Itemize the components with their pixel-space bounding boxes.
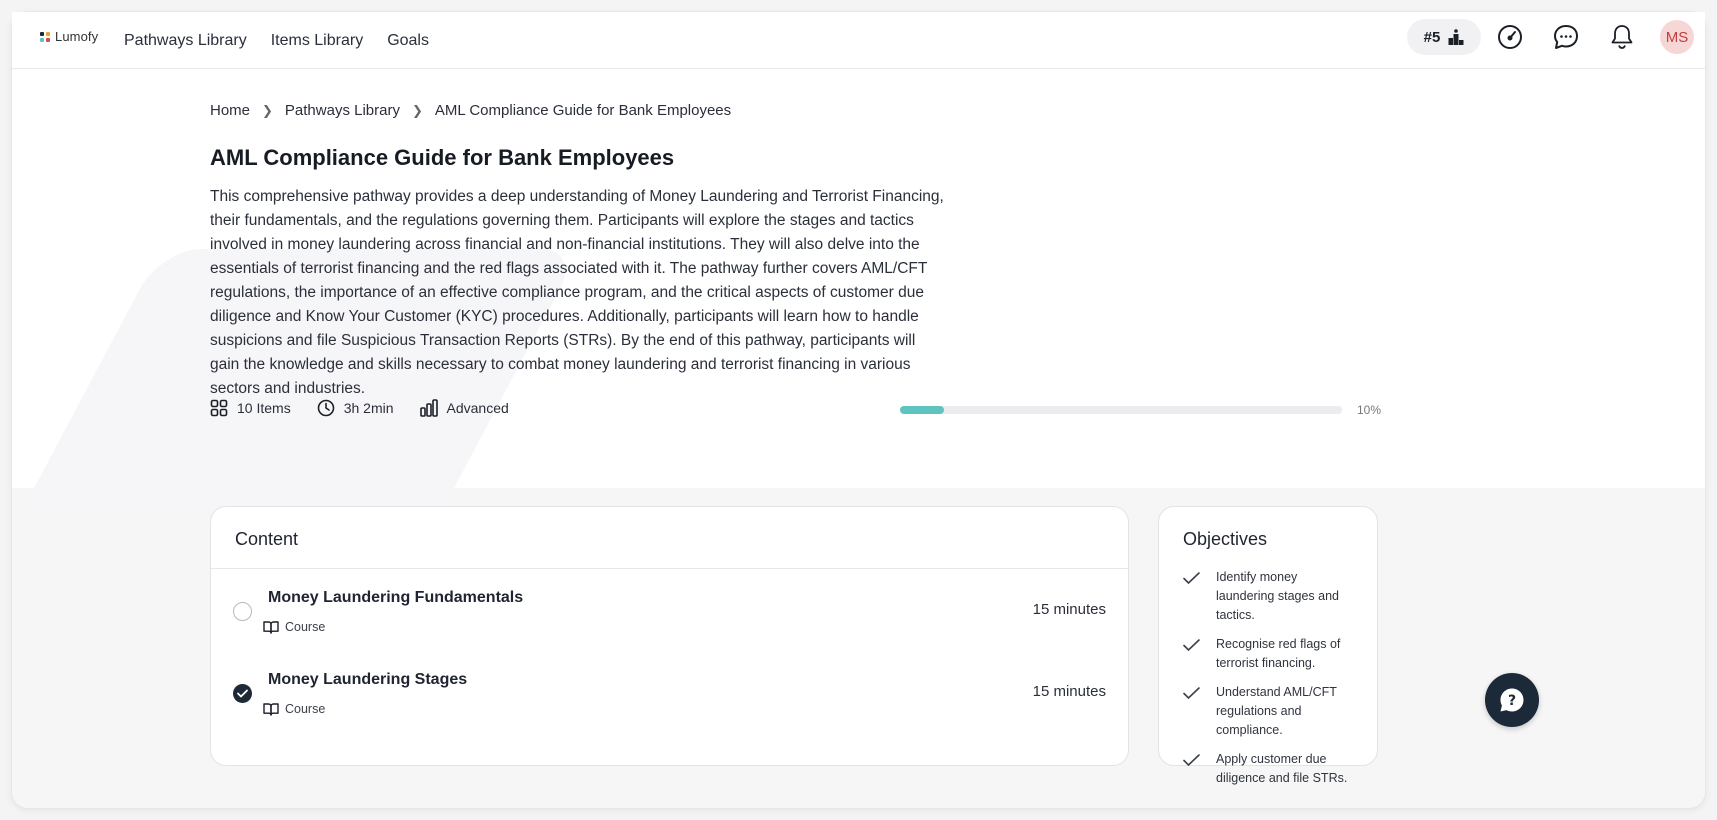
pathway-meta <box>210 399 509 417</box>
incomplete-status-icon <box>233 602 252 621</box>
content-title[interactable]: Money Laundering Stages <box>268 671 468 688</box>
check-icon <box>1183 754 1200 767</box>
pathway-description: This comprehensive pathway provides a deep understanding of Money Laundering and Terrorist Financing, their fundamentals, and the regulations governing them. Participants will explore the stages and tactics involved in money laundering across financial and non-financial institutions. They will also delve into the essentials of terrorist financing and the red flags associated with it. The pathway further covers AML/CFT regulations, the importance of an effective compliance program, and the critical aspects of customer due diligence and Know Your Customer (KYC) procedures. Additionally, participants will learn how to handle suspicions and file Suspicious Transaction Reports (STRs). By the end of this pathway, participants will gain the knowledge and skills necessary to combat money laundering and terrorist financing in various sectors and industries. <box>210 188 944 397</box>
check-icon <box>1183 639 1200 652</box>
check-icon <box>1183 687 1200 700</box>
content-type-label: Course <box>285 620 326 634</box>
objective-text: Understand AML/CFT regulations and compliance. <box>1216 685 1337 737</box>
objective-text: Identify money laundering stages and tactics. <box>1216 570 1340 622</box>
content-card <box>210 506 1129 766</box>
main-nav <box>124 12 429 69</box>
user-avatar[interactable]: MS <box>1660 20 1694 54</box>
top-bar <box>12 12 1705 69</box>
logo-mark-icon <box>40 32 50 42</box>
chevron-right-icon: ❯ <box>411 102 423 118</box>
level-label: Advanced <box>446 400 509 416</box>
objective-text: Recognise red flags of terrorist financing. <box>1216 637 1341 670</box>
objective-item <box>1183 683 1353 740</box>
bar-chart-icon <box>420 399 438 417</box>
progress-bar <box>900 406 1342 414</box>
content-duration: 15 minutes <box>1032 601 1106 618</box>
content-title[interactable]: Money Laundering Fundamentals <box>268 589 524 606</box>
content-row[interactable] <box>211 651 1128 733</box>
check-icon <box>1183 572 1200 585</box>
svg-text:?: ? <box>1507 693 1517 709</box>
duration-label: 3h 2min <box>343 400 394 416</box>
objective-text: Apply customer due diligence and file STRs. <box>1216 752 1348 785</box>
chevron-right-icon: ❯ <box>262 102 273 118</box>
completed-check-icon <box>233 684 252 703</box>
grid-icon <box>210 399 228 417</box>
content-type-label: Course <box>285 702 326 716</box>
content-row[interactable] <box>211 569 1128 651</box>
leaderboard-icon <box>1448 29 1464 45</box>
nav-items-library[interactable]: Items Library <box>270 31 364 49</box>
speedometer-icon[interactable] <box>1494 21 1526 53</box>
pathway-level <box>420 399 509 417</box>
nav-goals[interactable]: Goals <box>387 31 429 49</box>
logo-text: Lumofy <box>55 29 99 44</box>
progress-bar-fill <box>900 406 944 414</box>
help-question-icon <box>1499 687 1525 713</box>
leaderboard-rank-button[interactable] <box>1407 19 1481 55</box>
help-button[interactable] <box>1485 673 1539 727</box>
objective-item <box>1183 750 1353 788</box>
bell-icon[interactable] <box>1606 21 1638 53</box>
items-count-label: 10 Items <box>237 400 291 416</box>
pathway-duration <box>317 399 394 417</box>
progress-percent: 10% <box>1357 403 1382 417</box>
content-type <box>263 702 325 716</box>
chat-icon[interactable] <box>1550 21 1582 53</box>
clock-icon <box>317 399 335 417</box>
rank-value: #5 <box>1423 28 1441 46</box>
breadcrumb-pathways-library[interactable]: Pathways Library <box>284 102 400 119</box>
book-icon <box>263 702 279 716</box>
content-heading: Content <box>211 507 1128 569</box>
breadcrumb <box>210 102 731 119</box>
objectives-heading: Objectives <box>1183 529 1268 549</box>
objectives-card <box>1158 506 1378 785</box>
page-title: AML Compliance Guide for Bank Employees <box>210 145 675 170</box>
breadcrumb-current: AML Compliance Guide for Bank Employees <box>434 102 732 119</box>
book-icon <box>263 620 279 634</box>
objective-item <box>1183 635 1353 673</box>
breadcrumb-home[interactable]: Home <box>210 102 251 119</box>
objective-item <box>1183 568 1353 625</box>
content-duration: 15 minutes <box>1032 683 1106 700</box>
logo[interactable] <box>40 29 98 44</box>
nav-pathways-library[interactable]: Pathways Library <box>124 31 247 49</box>
content-type <box>263 620 325 634</box>
app-window <box>12 12 1705 808</box>
items-count <box>210 399 291 417</box>
